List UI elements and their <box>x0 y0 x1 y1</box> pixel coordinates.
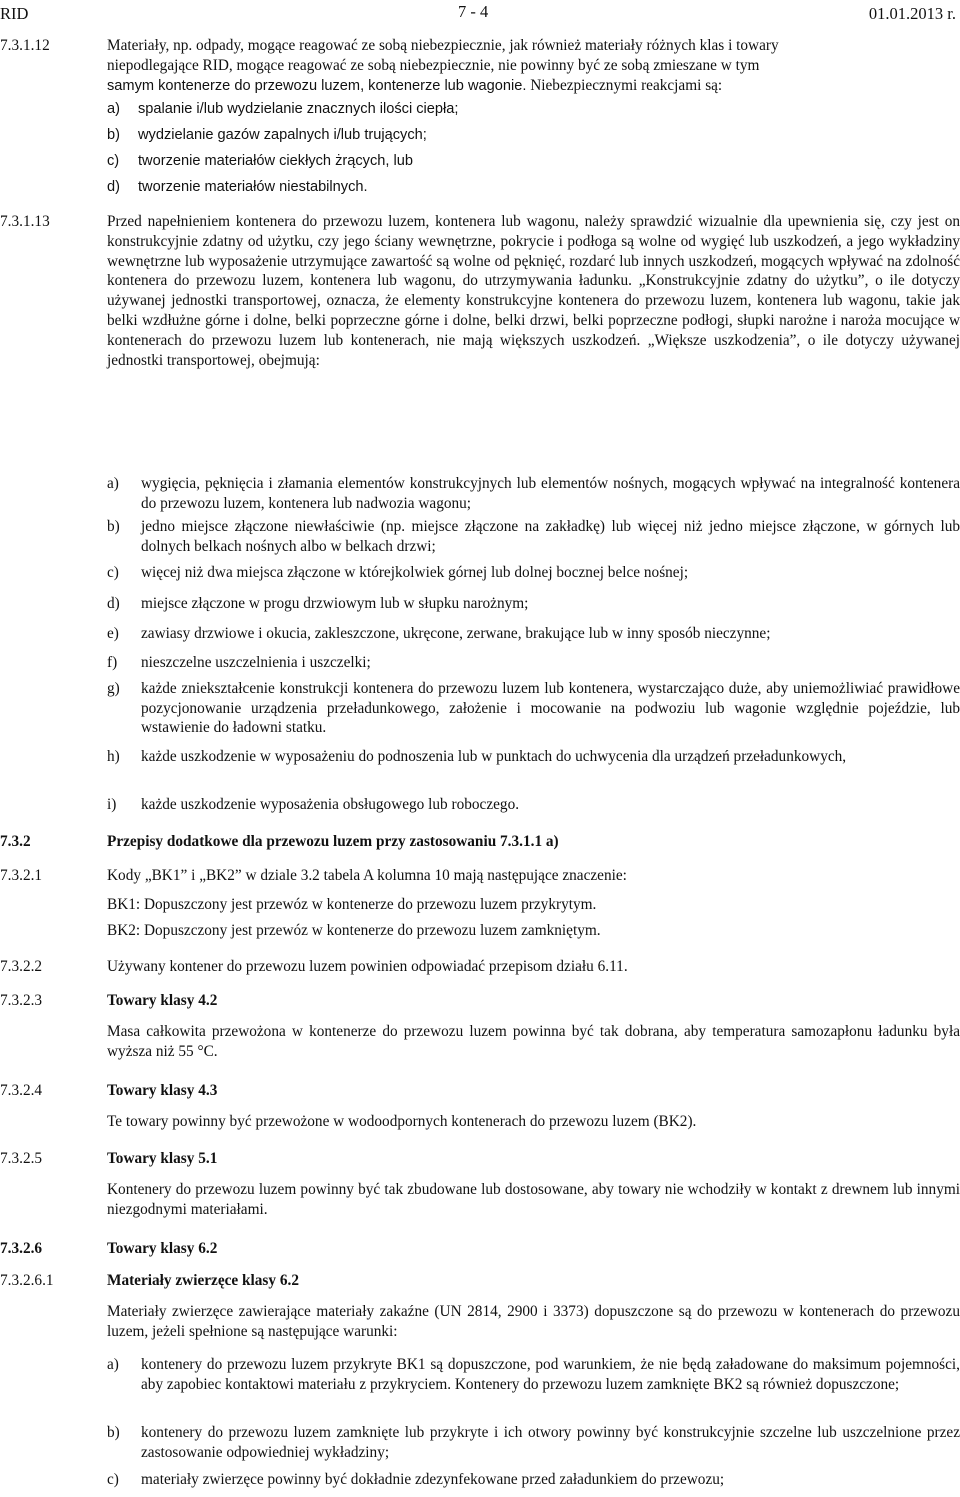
list-item-text: każde uszkodzenie w wyposażeniu do podnoszenia lub w punktach do uchwycenia dla urządzeń przeładunkowych, <box>141 748 847 765</box>
section-text: Kody „BK1” i „BK2” w dziale 3.2 tabela A kolumna 10 mają następujące znaczenie: <box>107 867 627 884</box>
list-item-label: a) <box>107 101 120 117</box>
section-number: 7.3.2.3 <box>0 992 43 1009</box>
page-header <box>0 4 960 26</box>
section-text-line: Niebezpiecznymi reakcjami są: <box>530 77 723 94</box>
section-heading: Towary klasy 4.3 <box>107 1082 218 1099</box>
list-item-text: tworzenie materiałów ciekłych żrących, lub <box>138 153 413 169</box>
list-item-text: tworzenie materiałów niestabilnych. <box>138 179 368 195</box>
list-item-label: b) <box>107 1424 120 1441</box>
list-item-label: c) <box>107 564 119 581</box>
definition-bk1: BK1: Dopuszczony jest przewóz w kontenerze do przewozu luzem przykrytym. <box>107 896 597 913</box>
list-item-label: a) <box>107 475 119 492</box>
list-item-text: kontenery do przewozu luzem zamknięte lub przykryte i ich otwory powinny być konstrukcyjnie szczelne lub uszczelnione przez zastosowanie odpowiedniej wykładziny; <box>141 1424 960 1461</box>
list-item-label: g) <box>107 680 120 697</box>
header-left: RID <box>0 4 29 23</box>
list-item-text: wydzielanie gazów zapalnych i/lub trujących; <box>138 127 427 143</box>
section-number: 7.3.1.12 <box>0 37 50 54</box>
list-item-label: i) <box>107 796 117 813</box>
header-date: 01.01.2013 r. <box>868 4 956 23</box>
section-number: 7.3.2.6 <box>0 1240 43 1257</box>
section-number: 7.3.2.4 <box>0 1082 43 1099</box>
list-item-label: e) <box>107 625 119 642</box>
list-item-text: kontenery do przewozu luzem przykryte BK1 są dopuszczone, pod warunkiem, że nie będą załadowane do maksimum pojemności, aby zapobiec kontaktowi materiału z przykryciem. Kontenery do przewozu luzem zamknięte BK2 są również dopuszczone; <box>141 1356 960 1393</box>
section-text-line: niepodlegające RID, mogące reagować ze sobą niebezpiecznie, nie powinny być ze sobą zmieszane w tym <box>107 57 760 74</box>
list-item-label: f) <box>107 654 118 671</box>
section-text: Kontenery do przewozu luzem powinny być tak zbudowane lub dostosowane, aby towary nie wchodziły w kontakt z drewnem lub innymi niezgodnymi materiałami. <box>107 1181 960 1218</box>
list-item-label: a) <box>107 1356 119 1373</box>
list-item-text: jedno miejsce złączone niewłaściwie (np. miejsce złączone na zakładkę) lub więcej niż jedno miejsce złączone, w górnych lub dolnych belkach nośnych albo w belkach drzwi; <box>141 518 960 555</box>
list-item-label: b) <box>107 518 120 535</box>
list-item-text: nieszczelne uszczelnienia i uszczelki; <box>141 654 371 671</box>
section-number: 7.3.2.6.1 <box>0 1272 54 1289</box>
section-heading: Przepisy dodatkowe dla przewozu luzem przy zastosowaniu 7.3.1.1 a) <box>107 833 559 850</box>
section-text: Używany kontener do przewozu luzem powinien odpowiadać przepisom działu 6.11. <box>107 958 628 975</box>
list-item-label: c) <box>107 1471 119 1488</box>
list-item-text: zawiasy drzwiowe i okucia, zakleszczone, ukręcone, zerwane, brakujące lub w inny sposób nieczynne; <box>141 625 771 642</box>
list-item-label: h) <box>107 748 120 765</box>
section-text-line: samym kontenerze do przewozu luzem, kontenerze lub wagonie. <box>107 78 527 94</box>
section-text: Materiały zwierzęce zawierające materiały zakaźne (UN 2814, 2900 i 3373) dopuszczone są do przewozu w kontenerach do przewozu luzem, jeżeli spełnione są następujące warunki: <box>107 1303 960 1340</box>
list-item-label: d) <box>107 179 120 195</box>
section-text-line: Materiały, np. odpady, mogące reagować ze sobą niebezpiecznie, jak również materiały różnych klas i towary <box>107 37 779 54</box>
definition-bk2: BK2: Dopuszczony jest przewóz w kontenerze do przewozu luzem zamkniętym. <box>107 922 601 939</box>
section-number: 7.3.2.5 <box>0 1150 43 1167</box>
header-page-number: 7 - 4 <box>458 2 489 21</box>
section-heading: Materiały zwierzęce klasy 6.2 <box>107 1272 299 1289</box>
section-heading: Towary klasy 6.2 <box>107 1240 218 1257</box>
section-text: Te towary powinny być przewożone w wodoodpornych kontenerach do przewozu luzem (BK2). <box>107 1113 697 1130</box>
section-number: 7.3.2.2 <box>0 958 43 975</box>
section-heading: Towary klasy 4.2 <box>107 992 218 1009</box>
list-item-text: wygięcia, pęknięcia i złamania elementów konstrukcyjnych lub elementów nośnych, mogących wpływać na integralność kontenera do przewozu luzem, kontenera lub nadwozia wagonu; <box>141 475 960 512</box>
list-item-label: c) <box>107 153 120 169</box>
section-number: 7.3.1.13 <box>0 213 50 230</box>
list-item-label: b) <box>107 127 120 143</box>
section-paragraph: Przed napełnieniem kontenera do przewozu luzem, kontenera lub wagonu, należy sprawdzić wizualnie dla upewnienia się, czy jest on konstrukcyjnie zdatny od użytku, czy jego ściany wewnętrzne, pokrycie i podłoga są wolne od wygięć lub uszkodzeń, a jego wykładziny wewnętrzne lub wyposażenie utrzymujące zawartość są wolne od pęknięć, rozdarć lub innych uszkodzeń, mogących wpływać na zdolność kontenera do przewozu luzem, kontenera lub wagonu, do utrzymywania ładunku. „Konstrukcyjnie zdatny do użytku”, o ile dotyczy używanej jednostki transportowej, oznacza, że elementy konstrukcyjne kontenera do przewozu luzem, kontenera lub wagonu, takie jak belki wzdłużne górne i dolne, belki poprzeczne górne i dolne, belki drzwi, belki poprzeczne podłogi, słupki narożne i naroża mocujące w kontenerach do przewozu luzem lub kontenerach, nie mają większych uszkodzeń. „Większe uszkodzenia”, o ile dotyczy używanej jednostki transportowej, obejmują: <box>107 213 960 369</box>
list-item-text: każde uszkodzenie wyposażenia obsługowego lub roboczego. <box>141 796 520 813</box>
list-item-text: miejsce złączone w progu drzwiowym lub w słupku narożnym; <box>141 595 529 612</box>
section-number: 7.3.2.1 <box>0 867 43 884</box>
list-item-text: spalanie i/lub wydzielanie znacznych ilości ciepła; <box>138 101 459 117</box>
list-item-text: każde zniekształcenie konstrukcji kontenera do przewozu luzem lub kontenera, wystarczająco duże, aby uniemożliwiać prawidłowe pozycjonowanie urządzenia przeładunkowego, założenie i mocowanie na podwoziu lub wagonie względnie pojeździe, lub wstawienie do ładowni statku. <box>141 680 960 737</box>
list-item-text: materiały zwierzęce powinny być dokładnie zdezynfekowane przed załadunkiem do przewozu; <box>141 1471 725 1488</box>
section-heading: Towary klasy 5.1 <box>107 1150 218 1167</box>
list-item-text: więcej niż dwa miejsca złączone w którejkolwiek górnej lub dolnej bocznej belce nośnej; <box>141 564 689 581</box>
section-number: 7.3.2 <box>0 833 31 850</box>
list-item-label: d) <box>107 595 120 612</box>
section-text: Masa całkowita przewożona w kontenerze do przewozu luzem powinna być tak dobrana, aby temperatura samozapłonu ładunku była wyższa niż 55 °C. <box>107 1023 960 1060</box>
